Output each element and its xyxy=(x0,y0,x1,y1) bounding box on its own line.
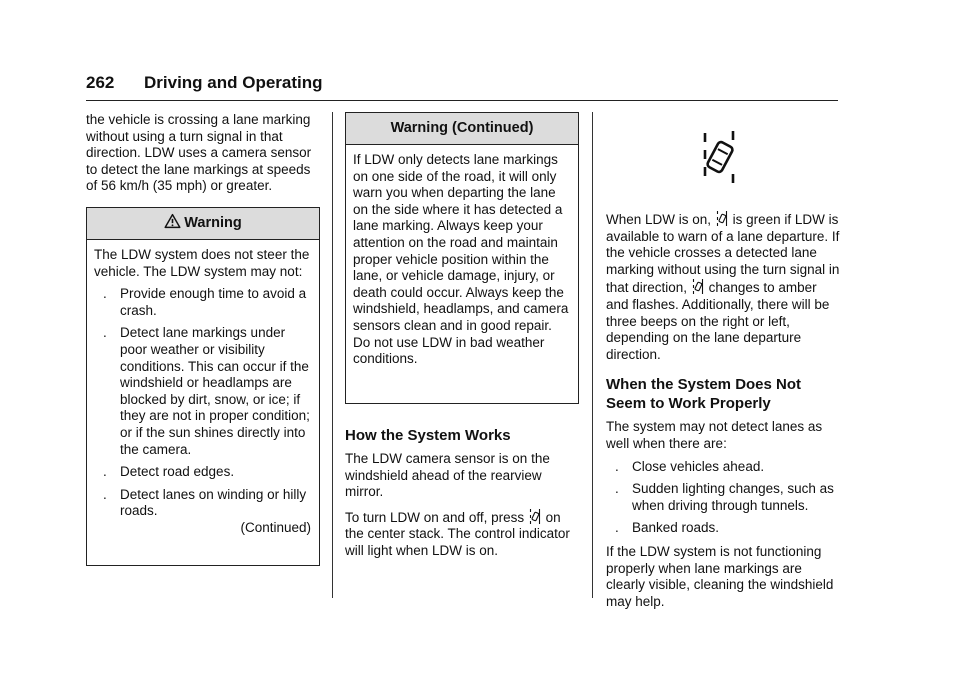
list-item xyxy=(606,459,840,476)
page-title: Driving and Operating xyxy=(144,73,323,92)
warning-continued-text: If LDW only detects lane markings on one side of the road, it will only warn you when departing the lane on the side where it has detected a lane marking. Always keep your attention on the road and maintain proper vehicle position within the lane, or vehicle damage, injury, or death could occur. Always keep the windshield, headlamps, and camera sensors clean and in good repair. Do not use LDW in bad weather conditions. xyxy=(353,152,569,367)
lane-departure-warning-icon xyxy=(699,130,739,186)
page-header xyxy=(86,70,838,101)
bullet-marker: . xyxy=(103,286,107,302)
warning-continued-header: Warning (Continued) xyxy=(346,113,578,145)
list-item-text: Provide enough time to avoid a crash. xyxy=(120,286,307,318)
lane-departure-warning-icon xyxy=(529,508,541,526)
warning-box xyxy=(86,207,320,566)
lane-departure-warning-icon xyxy=(692,278,704,296)
paragraph-ldw-toggle xyxy=(345,508,579,560)
list-item-text: Close vehicles ahead. xyxy=(632,458,765,474)
list-item xyxy=(94,286,311,319)
bullet-marker: . xyxy=(615,520,619,536)
list-item-text: Detect road edges. xyxy=(120,464,235,480)
list-item xyxy=(94,487,311,520)
conditions-bullet-list xyxy=(606,459,840,537)
column-divider-left xyxy=(332,112,333,598)
paragraph-camera-location: The LDW camera sensor is on the windshield ahead of the rearview mirror. xyxy=(345,451,550,500)
continued-note: (Continued) xyxy=(240,519,311,535)
paragraph-detection-limits: The system may not detect lanes as well when there are: xyxy=(606,419,823,451)
bullet-marker: . xyxy=(103,325,107,341)
warning-intro: The LDW system does not steer the vehicle. The LDW system may not: xyxy=(94,246,310,279)
warning-title: Warning xyxy=(184,214,242,231)
column-3 xyxy=(606,120,840,610)
warning-body xyxy=(87,240,319,543)
list-item-text: Detect lane markings under poor weather or visibility conditions. This can occur if the windshield or headlamps are blocked by dirt, snow, or ice; if they are not in proper condition; or if the sun shines directly into the camera. xyxy=(120,325,310,457)
bullet-marker: . xyxy=(615,458,619,474)
warning-bullet-list xyxy=(94,286,311,520)
warning-continued-body xyxy=(346,145,578,374)
list-item xyxy=(94,325,311,458)
paragraph-text: To turn LDW on and off, press xyxy=(345,509,525,525)
warning-triangle-icon xyxy=(164,213,181,229)
paragraph-indicator-status xyxy=(606,210,840,363)
paragraph-text: is green if LDW is available to warn of a lane departure. If the vehicle crosses a detected lane marking without using the turn signal in that direction, xyxy=(606,212,840,296)
bullet-marker: . xyxy=(615,481,619,497)
paragraph-text: changes to amber and flashes. Additionally, there will be three beeps on the right or left, depending on the lane departure direction. xyxy=(606,280,830,362)
column-divider-right xyxy=(592,112,593,598)
warning-continued-box xyxy=(345,112,579,404)
paragraph-text: When LDW is on, xyxy=(606,212,712,227)
page-number: 262 xyxy=(86,73,115,92)
lane-departure-warning-icon xyxy=(716,210,728,228)
list-item-text: Banked roads. xyxy=(632,520,720,536)
list-item xyxy=(606,520,840,537)
bullet-marker: . xyxy=(103,464,107,480)
intro-paragraph: the vehicle is crossing a lane marking without using a turn signal in that direction. LDW uses a camera sensor to detect the lane markings at speeds of 56 km/h (35 mph) or greater. xyxy=(86,112,312,194)
paragraph-cleaning-tip: If the LDW system is not functioning properly when lane markings are clearly visible, cleaning the windshield may help. xyxy=(606,543,834,609)
section-heading-how-it-works: How the System Works xyxy=(345,427,511,444)
column-2 xyxy=(345,112,579,560)
list-item-text: Detect lanes on winding or hilly roads. xyxy=(120,486,307,519)
paragraph-text: on the center stack. The control indicator will light when LDW is on. xyxy=(345,509,570,558)
list-item xyxy=(94,464,311,481)
list-item xyxy=(606,481,840,514)
warning-header xyxy=(87,208,319,240)
column-1 xyxy=(86,112,320,566)
bullet-marker: . xyxy=(103,486,107,502)
section-heading-not-working: When the System Does Not Seem to Work Properly xyxy=(606,376,802,413)
list-item-text: Sudden lighting changes, such as when driving through tunnels. xyxy=(632,481,834,513)
